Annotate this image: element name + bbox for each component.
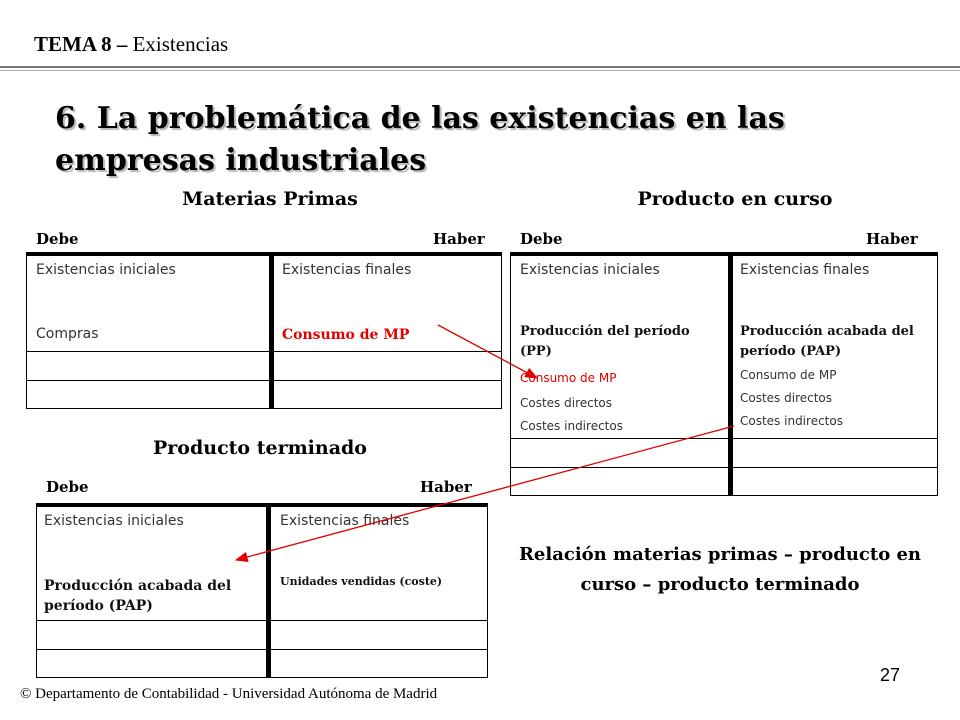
pt-existencias-finales: Existencias finales xyxy=(280,513,410,529)
mp-debe-label: Debe xyxy=(36,230,79,248)
pc-right-costes-directos: Costes directos xyxy=(740,391,833,405)
mp-consumo-mp: Consumo de MP xyxy=(282,327,410,343)
producto-terminado-title: Producto terminado xyxy=(153,437,367,459)
slide-title: 6. La problemática de las existencias en las empresas industriales xyxy=(55,101,785,178)
topic-header: TEMA 8 – Existencias xyxy=(34,32,229,56)
pc-existencias-finales: Existencias finales xyxy=(740,262,870,278)
pc-right-consumo-mp: Consumo de MP xyxy=(740,368,837,382)
pt-haber-label: Haber xyxy=(420,478,472,496)
pt-unidades-vendidas: Unidades vendidas (coste) xyxy=(280,575,443,588)
pt-debe-label: Debe xyxy=(46,478,89,496)
pt-produccion-acabada: Producción acabada del período (PAP) xyxy=(44,578,232,614)
materias-primas-title: Materias Primas xyxy=(182,188,358,210)
pc-right-costes-indirectos: Costes indirectos xyxy=(740,414,843,428)
pc-produccion-periodo: Producción del período (PP) xyxy=(520,324,690,359)
pc-debe-label: Debe xyxy=(520,230,563,248)
footer-credit: © Departamento de Contabilidad - Universidad Autónoma de Madrid xyxy=(20,686,438,702)
relation-caption: Relación materias primas – producto en curso – producto terminado xyxy=(518,544,922,595)
pc-left-consumo-mp: Consumo de MP xyxy=(520,371,617,385)
page-number: 27 xyxy=(880,665,901,685)
mp-existencias-iniciales: Existencias iniciales xyxy=(36,262,176,278)
pc-haber-label: Haber xyxy=(866,230,918,248)
producto-curso-title: Producto en curso xyxy=(637,188,833,210)
mp-existencias-finales: Existencias finales xyxy=(282,262,412,278)
pc-left-costes-indirectos: Costes indirectos xyxy=(520,419,623,433)
mp-compras: Compras xyxy=(36,326,99,342)
pc-produccion-acabada: Producción acabada del período (PAP) xyxy=(740,324,914,359)
pc-existencias-iniciales: Existencias iniciales xyxy=(520,262,660,278)
pc-left-costes-directos: Costes directos xyxy=(520,396,613,410)
mp-haber-label: Haber xyxy=(433,230,485,248)
arrow-consumo-to-curso xyxy=(438,325,537,378)
pt-existencias-iniciales: Existencias iniciales xyxy=(44,513,184,529)
